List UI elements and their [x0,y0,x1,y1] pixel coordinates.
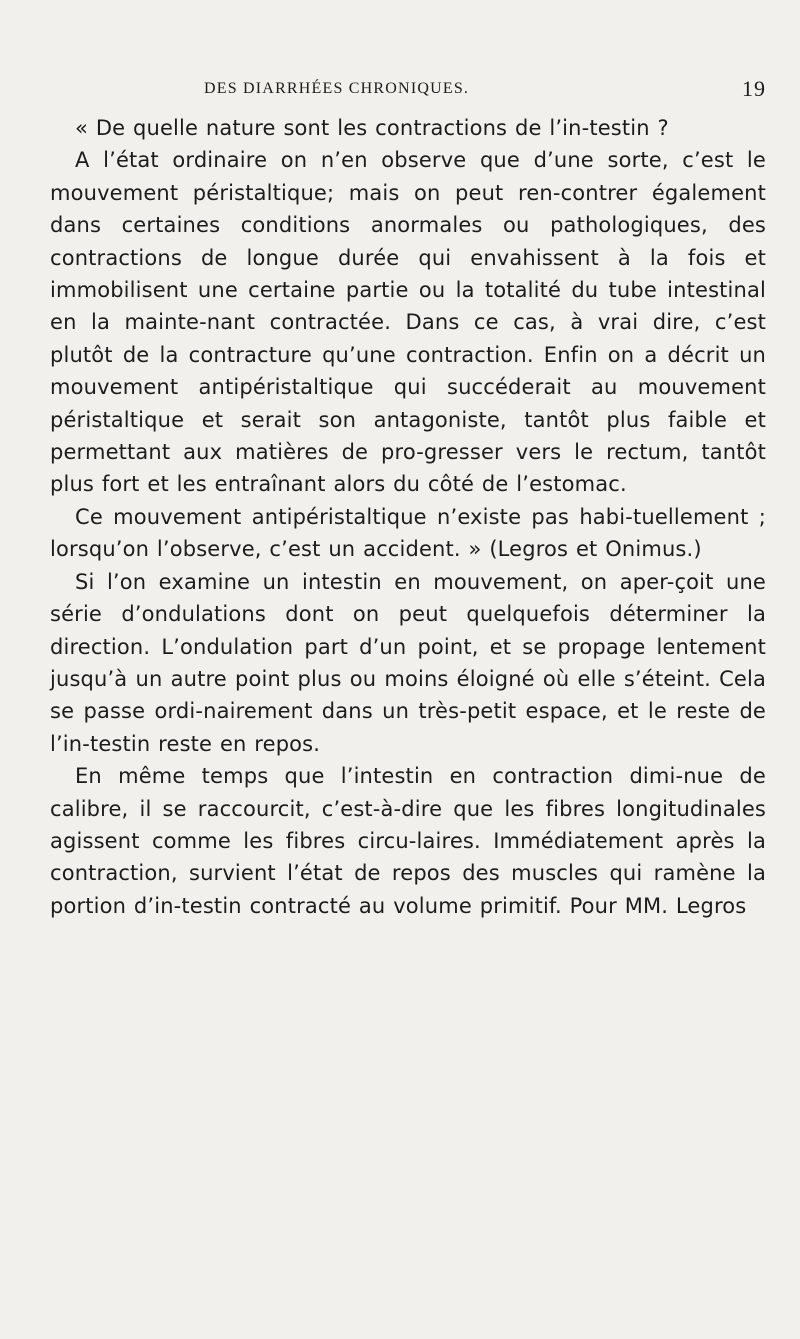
paragraph-4: Si l’on examine un intestin en mouvement, on aper-çoit une série d’ondulations dont on peut quelquefois déterminer la direction. L’ondulation part d’un point, et se propage lentement jusqu’à un autre point plus ou moins éloigné où elle s’éteint. Cela se passe ordi-nairement dans un très-petit espace, et le reste de l’in-testin reste en repos. [50,569,766,756]
running-title: DES DIARRHÉES CHRONIQUES. [204,80,470,97]
paragraph-1: « De quelle nature sont les contractions de l’in-testin ? [75,116,669,140]
paragraph-3: Ce mouvement antipéristaltique n’existe pas habi-tuellement ; lorsqu’on l’observe, c’est un accident. » (Legros et Onimus.) [50,504,766,562]
running-head [50,76,766,112]
body-text [50,112,766,922]
paragraph-2: A l’état ordinaire on n’en observe que d’une sorte, c’est le mouvement péristaltique; mais on peut ren-contrer également dans certaines conditions anormales ou pathologiques, des contractions de longue durée qui envahissent à la fois et immobilisent une certaine partie ou la totalité du tube intestinal en la mainte-nant contractée. Dans ce cas, à vrai dire, c’est plutôt de la contracture qu’une contraction. Enfin on a décrit un mouvement antipéristaltique qui succéderait au mouvement péristaltique et serait son antagoniste, tantôt plus faible et permettant aux matières de pro-gresser vers le rectum, tantôt plus fort et les entraînant alors du côté de l’estomac. [50,148,766,497]
book-page [50,76,766,922]
paragraph-5: En même temps que l’intestin en contraction dimi-nue de calibre, il se raccourcit, c’est-à-dire que les fibres longitudinales agissent comme les fibres circu-laires. Immédiatement après la contraction, survient l’état de repos des muscles qui ramène la portion d’in-testin contracté au volume primitif. Pour MM. Legros [50,764,766,918]
page-number: 19 [742,76,766,101]
